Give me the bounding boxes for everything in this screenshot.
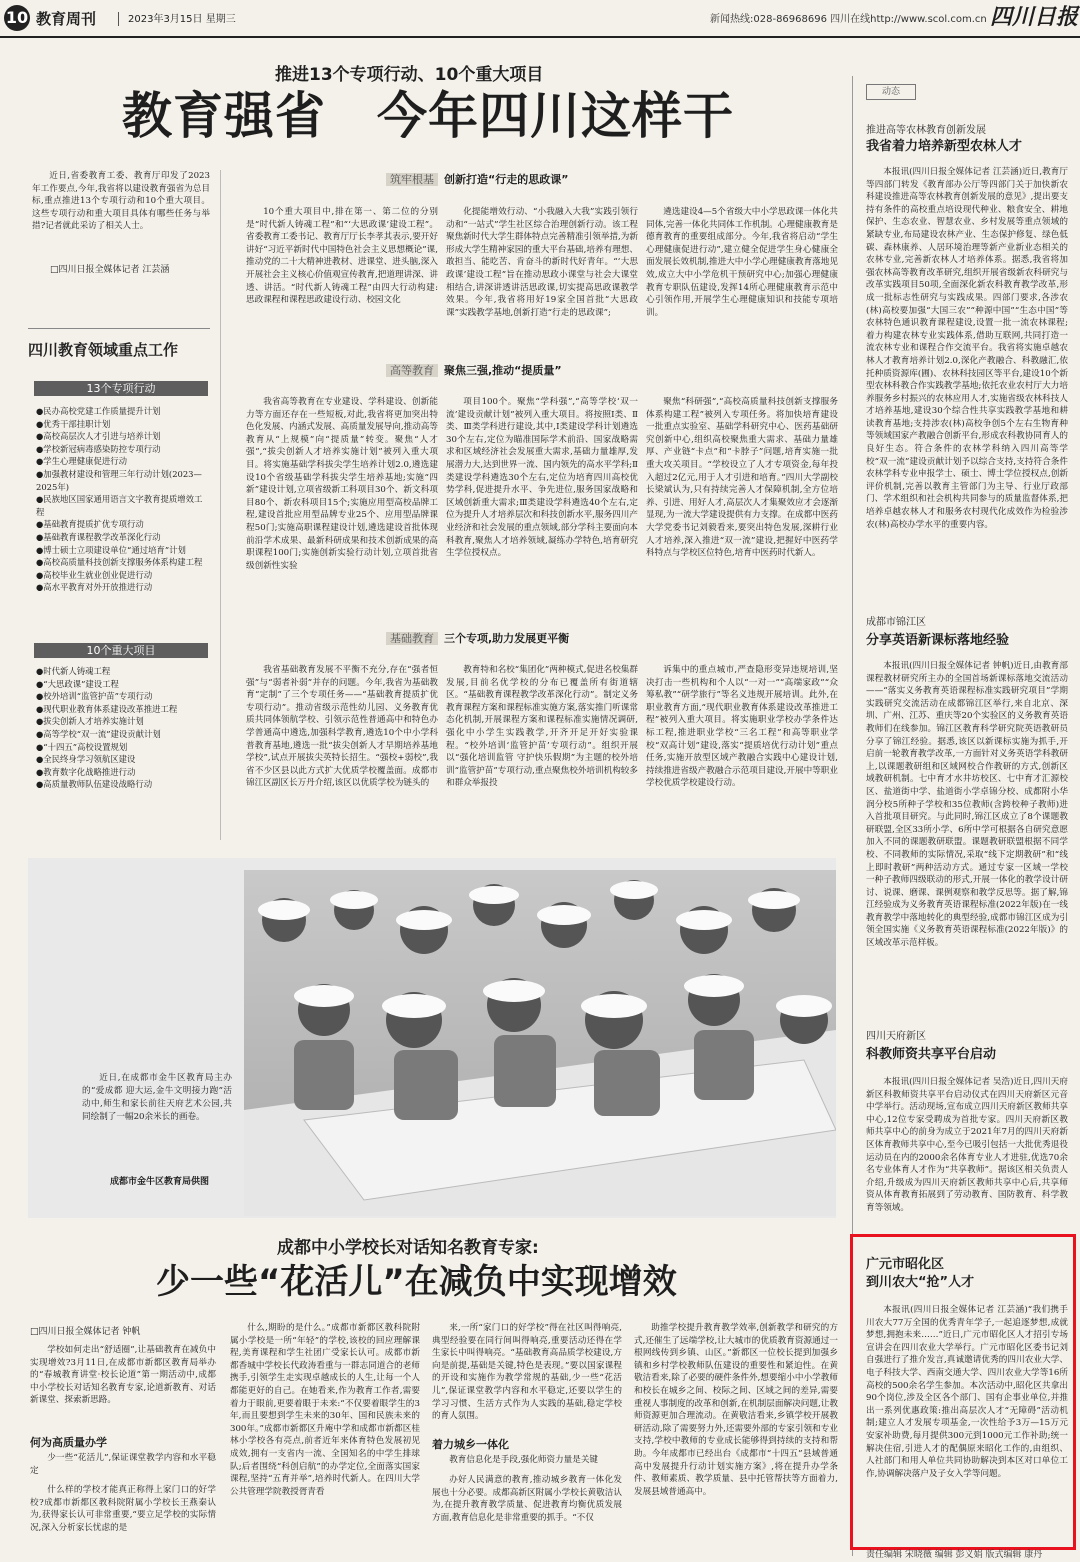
list-item: ●基础教育课程教学改革深化行动	[36, 531, 161, 542]
section3-col3: 诉集中的重点城市,严查隐形变异违规培训,坚决打击一些机构和个人以“一对一”“高端家政”“众筹私教”“研学旅行”等名义违规开展培训。此外,在职业教育方面,“现代职业教育体系建设改革推进工程”被列入重大项目。将实施职业学校办学条件达标工程,推进职业学校“三名工程”和高等职业学校“双高计划”建设,落实“提质培优行动计划”重点任务,实施开放型区域产教融合实践中心建设计划,持续推进省级产教融合示范项目建设,开展中等职业学校优质学校建设行动。	[646, 665, 838, 789]
section1-title: 创新打造“行走的思政课”	[444, 173, 569, 186]
photo-caption: 近日,在成都市金牛区教育局主办的“爱成都 迎大运,金牛文明接力跑”活动中,师生和家长前往天府艺术公园,共同绘制了一幅20余米长的画卷。	[82, 1073, 232, 1122]
article2-col2: 什么,期盼的是什么。”成都市新都区教科院附属小学校是一所“年轻”的学校,该校的回应理解课程,美育课程和学生社团广受家长认可。成都市新都香城中学校长代政涛看重与一群志同道合的老师携手,引领学生走实现卓越成长的人生,让每一个人都能更好的自己。在她看来,作为教育工作者,需要着力于眼前,更要着眼于未来:“不仅要着眼学生的3年,而且要想到学生未来的30年、国和民族未来的300年。”成都市新都区升庵中学和成都市新都区桂林小学校各有亮点,前者近年来体育特色发展初见成效,拥有一支省内一流、全国知名的中学生排球队;后者围绕“科创启航”的办学定位,全面落实国家课程,坚持“五育并举”,培养时代新人。在四川大学公共管理学院教授胥青看	[230, 1323, 420, 1497]
sidebar-news3-body: 本报讯(四川日报全媒体记者 吴浩)近日,四川天府新区科教师资共享平台启动仪式在四川天府新区元音中学举行。活动现场,宣布成立四川天府新区教师共享中心,12位专家受聘成为首批专家。四川天府新区教师共享中心的前身为成立于2021年7月的四川天府新区体育教师共享中心,至今已吸引包括一大批优秀退役运动员在内的2000余名体育专业人才进驻,优选70余名专业体育人才作为“共享教师”。据该区相关负责人介绍,升级成为四川天府新区教师共享中心后,共享师资从体育教育拓展到了劳动教育、国防教育、科学教育等领域。	[866, 1077, 1068, 1213]
list-item: ●博士硕士立项建设单位“通过培育”计划	[36, 544, 186, 555]
article2-sub2: 着力城乡一体化	[432, 1438, 509, 1451]
article2-sub1: 何为高质量办学	[30, 1436, 107, 1449]
issue-date: 2023年3月15日 星期三	[128, 14, 236, 25]
list-item: ●全民终身学习领航区建设	[36, 754, 136, 765]
article2-col1: 什么样的学校才能真正称得上家门口的好学校?成都市新都区教科院附属小学校长王燕秦认为,获得家长认可非常重要,“要立足学校的实际情况,深入分析家长忧虑的是	[30, 1485, 216, 1533]
major-projects-list	[34, 665, 210, 791]
masthead	[0, 0, 1080, 36]
list-item: ●“大思政课”建设工程	[36, 678, 119, 689]
article2-sub2-note: 教育信息化是手段,强化师资力量是关键	[449, 1455, 599, 1465]
section1-tag: 筑牢根基	[386, 173, 438, 186]
sidebar-news2-title: 分享英语新课标落地经验	[866, 633, 1010, 648]
section2-col3: 聚焦“科研强”,“高校高质量科技创新支撑服务体系构建工程”被列入专项任务。将加快培育建设一批重点实验室、基础学科研究中心、医药基础研究创新中心,组织高校聚焦重大需求、基础力量雄厚、产业链“卡点”和“卡脖子”问题,培育实施一批重大攻关项目。“学校设立了人才专项资金,每年投入超过2亿元,用于人才引进和培育。”四川大学副校长梁斌认为,只有持续完善人才保障机制,全方位培养、引进、用好人才,高层次人才集聚效应才会逐渐显现,为一流大学建设提供有力支撑。在成都中医药大学党委书记刘毅看来,要突出特色发展,深耕行业人才培养,深入推进“双一流”建设,把握好中医药学科特点与学校区位特色,培育中医药时代新人。	[646, 397, 838, 559]
special-actions-list	[34, 405, 210, 594]
section3-tag: 基础教育	[386, 632, 438, 645]
list-item: ●高校毕业生就业创业促进行动	[36, 569, 153, 580]
column-rule	[220, 170, 221, 840]
special-actions-header: 13个专项行动	[34, 381, 208, 396]
list-item: ●学生心理健康促进行动	[36, 456, 128, 467]
article2-byline: □四川日报全媒体记者 钟帆	[30, 1327, 141, 1337]
list-item: ●“十四五”高校设置规划	[36, 741, 128, 752]
sidebar-news2-body: 本报讯(四川日报全媒体记者 钟帆)近日,由教育部课程教材研究所主办的全国首场新课标落地交流活动——“落实义务教育英语课程标准实践研究项目”学期实践研究交流活动在成都锦江区举行,来自北京、深圳、广州、江苏、重庆等20个实验区的义务教育英语教师们在线参加。锦江区教育科学研究院英语教研员分享了锦江经验。据悉,该区以新课标实施为抓手,开启前一轮教育教学改革,一方面针对义务英语学科教研上,以课题教研组和区域网校合作教研的方式,创新区域教研机制。七中育才水井坊校区、七中育才汇源校区、盐道街中学、盐道街小学卓锦分校、成都附小华润分校5所种子学校和35位教师(含跨校种子教师)进入首批项目研究。与此同时,锦江区成立了8个课题教研联盟,全区33所小学、6所中学可根据各自研究意愿加入不同的课题教研联盟。课题教研联盟根据不同学校、不同教师的实际情况,采取“线下定期教研”和“线上即时教研”两种活动方式。通过专家一区域一学校一种子教师四级联动的形式,开展一体化的教学设计研讨、说课、磨课、课例观察和教学反思等。据了解,锦江经验成为义务教育英语课程标准(2022年版)在一线教育教学中落地转化的典型经验,成都市锦江区成为引领全国实施《义务教育英语课程标准(2022年版)》的区域改革示范样板。	[866, 661, 1068, 949]
list-item: ●优秀干部挂职计划	[36, 418, 111, 429]
key-work-title: 四川教育领域重点工作	[28, 341, 179, 359]
list-item: ●高水平教育对外开放推进行动	[36, 582, 153, 593]
list-item: ●现代职业教育体系建设改革推进工程	[36, 703, 178, 714]
box-rule	[28, 328, 210, 329]
section1-col1: 10个重大项目中,排在第一、第二位的分别是“时代新人铸魂工程”和“‘大思政课’建设工程”。省委教育工委书记、教育厅厅长李孝其表示,要开好讲好“习近平新时代中国特色社会主义思想概论”课,推动党的二十大精神进教材、进课堂、进头脑,深入开展社会主义核心价值观宣传教育,把道理讲深、讲透、讲活。“时代新人铸魂工程”由四大行动构建:思政课程和课程思政建设行动、校园文化	[246, 207, 438, 306]
article2-sub1-note: 少一些“花活儿”,保证课堂教学内容和水平稳定	[30, 1453, 216, 1476]
list-item: ●高质量教师队伍建设战略行动	[36, 779, 153, 790]
section3-col1: 我省基础教育发展不平衡不充分,存在“强者恒强”与“弱者补弱”并存的问题。今年,我省为基础教育“定制”了三个专项任务——“基础教育提质扩优专项行动”。推动省级示范性幼儿园、义务教育优质共同体领航学校、引领示范性普通高中和特色办学普通高中遴选,加强科学教育,遴选10个中小学科普教育基地,遴选一批“拔尖创新人才早期培养基地学校”,试点开展拔尖英特长招生。“强校+弱校”,我省不少区县以此方式扩大优质学校覆盖面。成都市锦江区副区长万丹介绍,该区以优质学校为链头的	[246, 665, 438, 789]
sidebar-news1-title: 我省着力培养新型农林人才	[866, 139, 1023, 154]
section1-col2: 化提能增效行动、“小我融入大我”实践引领行动和“一站式”学生社区综合治理创新行动。该工程聚焦新时代大学生群体特点完善精准引领举措,为新形成大学生精神家园的重大平台基础,培养有理想、敢担当、能吃苦、肯奋斗的新时代好青年。“‘大思政课’建设工程”旨在推动思政小课堂与社会大课堂相结合,讲深讲透讲活思政课,切实提高思政课教学效果。今年,我省将用好19家全国首批“大思政课”实践教学基地,创新打造“行走的思政课”;	[446, 207, 638, 318]
sidebar-news4-body: 本报讯(四川日报全媒体记者 江芸涵)“我们携手川农大77万全国的优秀青年学子,一起追逐梦想,成就梦想,拥抱未来……”近日,广元市昭化区人才招引专场宣讲会在四川农业大学举行。广元市昭化区委书记刘自强进行了推介发言,真诚邀请优秀的四川农业大学、电子科技大学、西南交通大学、四川农业大学等16所高校的500余名学生参加。本次活动中,昭化区共拿出90个岗位,涉及全区各个部门、国有企事业单位,并推出一系列优惠政策:推出高层次人才“无障碍”活动机制;建立人才发展专项基金,一次性给予3万—15万元安家补助费,每月提供300元到1000元工作补助;统一解决住宿,引进人才的配偶原来昭化工作的,由组织、人社部门和用人单位共同协助解决到本区对口单位工作,协调解决落户及子女入学等问题。	[866, 1305, 1068, 1479]
article1-lead: 近日,省委教育工委、教育厅印发了2023年工作要点,今年,我省将以建设教育强省为总目标,重点推进13个专项行动和10个重大项目。这些专项行动和重大项目具体有哪些任务与举措?记者就此采访了相关人士。	[32, 171, 210, 232]
sidebar-news1-body: 本报讯(四川日报全媒体记者 江芸涵)近日,教育厅等四部门转发《教育部办公厅等四部门关于加快新农科建设推进高等农林教育创新发展的意见》,提出要支持有条件的高校重点培设现代种业、粮食安全、耕地保护、生态农业、智慧农业、乡村发展等重点领域的紧缺专业,布局建设农林产业、生态保护修复、绿色低碳、森林康养、人居环境治理等新产业新业态相关的农林专业,完善新农林人才培养体系。据悉,我省将加强农林高等教育改革研究,组织开展省级新农科研究与改革实践项目50项,全面深化新农科教育教学改革,形成一批标志性研究与实践成果。四部门要求,各涉农(林)高校要加强“大国三农”“种源中国”“生态中国”等农林特色通识教育课程建设,设置一批一流农林课程;着力构建农林专业实践体系,借助互联网,共同打造一流农林专业和课程合作交流平台。我省将实施卓越农林人才教育培养计划2.0,深化产教融合、科教融汇,依托种质资源库(圃)、农林科技园区等平台,建设10个新型农林科教合作实践教学基地;依托农业农村厅大力培养服务乡村振兴的农林应用人才,实施省级农林科技人才培养基地,建设30个综合性共享实践教学基地和耕读教育基地;支持涉农(林)高校争创5个左右生物育种等领域国家产教融合创新平台,形成农科教协同育人的良好生态。符合条件的农林学科纳入四川高等学校“双一流”建设贡献计划予以综合支持,支持符合条件农林学科专业申报学士、硕士、博士学位授权点,创新评价机制,完善以教育主管部门为主导、行业厅政部门、学术组织和社会机构共同参与的质量监督体系,把培养卓越农林人才和服务农村现代化成效作为检验涉农(林)高校办学水平的重要内容。	[866, 167, 1068, 530]
article2-col4: 助推学校提升教育教学效率,创新教学和研究的方式,还催生了远端学校,让大城市的优质教育资源通过一根网线传到乡镇、山区。”新都区一位校长提到加强乡镇和乡村学校教师队伍建设的重要性和紧迫性。在黄敬洁看来,除了必要的硬件条件外,想要缩小中小学教师和校长在城乡之间、校际之间、区域之间的差异,需要重视人事制度的改革和创新,在机制层面解决问题,让教师资源更加合理流动。在黄敬洁看来,乡镇学校开展教研活动,除了需要努力外,还需要外部的专家引领和专业支持,学校中教师的专业成长能够得到持续的支持和帮助。今年成都市已经出台《成都市“十四五”县域普通高中发展提升行动计划实施方案》,将在提升办学条件、教师素质、教学质量、县中托管帮扶等方面着力,发展县域普通高中。	[634, 1323, 838, 1497]
article2-headline: 少一些“花活儿”在减负中实现增效	[156, 1262, 677, 1302]
section2-col2: 项目100个。聚焦“学科强”,“高等学校‘双一流’建设贡献计划”被列入重大项目。将按照Ⅰ类、Ⅱ类、Ⅲ类学科进行建设,其中,Ⅰ类建设学科计划遴选30个左右,定位为瞄准国际学术前沿、国家战略需求和区域经济社会发展重大需求,基础力量雄厚,发展潜力大,达到世界一流、国内领先的高水平学科;Ⅱ类建设学科遴选30个左右,定位为培育四川高校优势学科,促进提升水平、争先进位,服务国家战略和区域创新重大需求;Ⅲ类建设学科遴选40个左右,定位为提升人才培养层次和科技创新水平,服务四川产业经济和社会发展的重点领域,部分学科主要面向本科教育,聚焦人才培养领域,凝练办学特色,培育研究生学位授权点。	[446, 397, 638, 559]
page-number-badge: 10	[4, 5, 30, 31]
article2-col3: 来,一所“家门口的好学校”得在社区叫得响亮,典型经验要在同行间叫得响亮,重要活动还得在学生家长中叫得响亮。“基础教育高品质学校建设,方向是前提,基础是关键,特色是表现。”要以国家课程的开设和实施作为教学常规的基础,少一些“花活儿”,保证课堂教学内容和水平稳定,还要以学生的学习习惯、生活方式作为人实践的基础,稳定学校的育人氛围。	[432, 1323, 622, 1422]
major-projects-header: 10个重大项目	[34, 643, 208, 658]
list-item: ●基础教育提质扩优专项行动	[36, 519, 144, 530]
activity-photo	[244, 870, 836, 1216]
sidebar-news4-title: 到川农大“抢”人才	[866, 1275, 975, 1290]
sidebar-news1-kicker: 推进高等农林教育创新发展	[866, 125, 986, 136]
header-divider	[118, 12, 119, 26]
page-footer: 责任编辑 宋晓薇 编辑 彭义娟 版式编辑 康丹	[866, 1550, 1043, 1560]
section1-subhead	[386, 172, 568, 188]
list-item: ●高等学校“双一流”建设贡献计划	[36, 728, 161, 739]
sidebar-news3-kicker: 四川天府新区	[866, 1031, 926, 1042]
section2-col1: 我省高等教育在专业建设、学科建设、创新能力等方面还存在一些短板,对此,我省将更加突出特色化发展、内涵式发展、高质量发展导向,推动高等教育从“上规模”向“提质量”转变。聚焦“人才强”,“拔尖创新人才培养实施计划”被列入重大项目。将实施基础学科拔尖学生培养计划2.0,遴选建设10个省级基础学科拔尖学生培养基地;实施“四新”建设计划,立项省级新工科项目30个、新文科项目80个、新农科项目15个;实施应用型高校品牌工程,建设首批应用型品牌专业25个、应用型品牌课程50门;实施高职课程建设计划,遴选建设首批体现前沿学术成果、最新科研成果和技术创新成果的高职课程100门;实施创新实验行动计划,立项首批省级创新性实验	[246, 397, 438, 571]
list-item: ●教育数字化战略推进行动	[36, 766, 136, 777]
article1-byline: □四川日报全媒体记者 江芸涵	[50, 265, 170, 275]
article1-headline: 教育强省 今年四川这样干	[122, 87, 734, 145]
news-tag: 动态	[866, 84, 916, 100]
sidebar-news4-kicker: 广元市昭化区	[866, 1257, 945, 1272]
article2-lead: 学校如何走出“舒适圈”,让基础教育在减负中实现增效?3月11日,在成都市新都区教育局举办的“春城教育讲堂·校长论道”第一期活动中,成都中小学校长对话知名教育专家,论道新教育、对话新课堂、探索新思路。	[30, 1345, 216, 1406]
section3-col2: 教育特和名校“集团化”两种模式,促进名校集群发展,目前名优学校的分布已覆盖所有街道辖区。“基础教育课程教学改革深化行动”。制定义务教育课程方案和课程标准实施方案,落实推门听课常态化机制,开展课程方案和课程标准实施情况调研,强化中小学生实践教学,开齐开足开好实验课程。“校外培训‘监管护苗’专项行动”。组织开展以“强化培训监管 守护快乐假期”为主题的校外培训“监管护苗”专项行动,重点聚焦校外培训机构较多和群众举报投	[446, 665, 638, 789]
section2-title: 聚焦三强,推动“提质量”	[444, 364, 562, 377]
list-item: ●加强教材建设和管理三年行动计划(2023—2025年)	[36, 468, 202, 492]
newspaper-logo: 四川日报	[990, 4, 1079, 30]
list-item: ●校外培训“监管护苗”专项行动	[36, 691, 153, 702]
list-item: ●时代新人铸魂工程	[36, 666, 111, 676]
list-item: ●民族地区国家通用语言文字教育提质增效工程	[36, 494, 203, 517]
article1-kicker: 推进13个专项行动、10个重大项目	[275, 65, 544, 85]
section3-subhead	[386, 631, 569, 647]
list-item: ●拔尖创新人才培养实施计划	[36, 716, 144, 727]
article2-kicker: 成都中小学校长对话知名教育专家:	[277, 1238, 539, 1258]
list-item: ●高校高质量科技创新支撑服务体系构建工程	[36, 557, 203, 568]
header-rule	[0, 36, 1080, 38]
news-hotline: 新闻热线:028-86968696 四川在线http://www.scol.com.cn	[710, 14, 987, 25]
list-item: ●学校新冠病毒感染防控专项行动	[36, 443, 161, 454]
sidebar-news2-kicker: 成都市锦江区	[866, 617, 926, 628]
section2-tag: 高等教育	[386, 364, 438, 377]
list-item: ●民办高校党建工作质量提升计划	[36, 406, 161, 416]
list-item: ●高校高层次人才引进与培养计划	[36, 431, 161, 442]
sidebar-news3-title: 科教师资共享平台启动	[866, 1047, 997, 1062]
section3-title: 三个专项,助力发展更平衡	[444, 632, 570, 645]
section2-subhead	[386, 363, 562, 379]
photo-credit: 成都市金牛区教育局供图	[110, 1177, 210, 1187]
section-name: 教育周刊	[36, 10, 97, 28]
section1-col3: 遴选建设4—5个省级大中小学思政课一体化共同体,完善一体化共同体工作机制。心理健康教育是德育教育的重要组成部分。今年,我省将启动“学生心理健康促进行动”,建立健全促进学生身心健康全面发展长效机制,推进大中小学心理健康教育落地见效,成立大中小学危机干预研究中心;加强心理健康教育专职队伍建设,发挥14所心理健康教育示范中心引领作用,开展学生心理健康知识和技能专项培训。	[646, 207, 838, 318]
article2-col3b: 办好人民满意的教育,推动城乡教育一体化发展也十分必要。成都高新区附属小学校长黄敬洁认为,在提升教育教学质量、促进教育均衡优质发展方面,教育信息化是非常重要的抓手。“不仅	[432, 1475, 622, 1523]
